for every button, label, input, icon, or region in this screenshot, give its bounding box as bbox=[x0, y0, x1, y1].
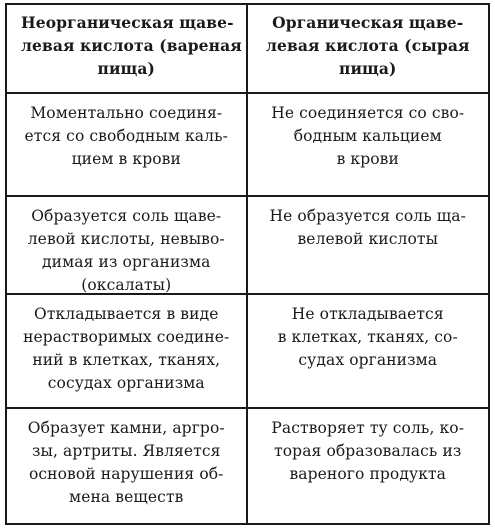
cell-line: торая образовалась из bbox=[274, 442, 462, 460]
cell-line: мена веществ bbox=[69, 488, 184, 506]
cell-line: Образуется соль щаве- bbox=[31, 207, 222, 225]
row-2-organic bbox=[248, 197, 489, 295]
header-organic-line: Органическая щаве- bbox=[272, 13, 464, 32]
cell-line: вареного продукта bbox=[289, 465, 447, 483]
cell-line: Не откладывается bbox=[291, 305, 444, 323]
cell-line: велевой кислоты bbox=[297, 230, 439, 248]
header-inorganic-line: Неорганическая щаве- bbox=[21, 13, 234, 32]
cell-line: зы, артриты. Является bbox=[31, 442, 221, 460]
cell-line: (оксалаты) bbox=[81, 276, 172, 294]
row-1-inorganic bbox=[7, 94, 248, 197]
cell-line: ний в клетках, тканях, bbox=[32, 351, 221, 369]
cell-line: судах организма bbox=[298, 351, 438, 369]
cell-line: бодным кальцием bbox=[293, 127, 442, 145]
comparison-table bbox=[5, 3, 490, 525]
cell-line: сосудах организма bbox=[47, 374, 205, 392]
header-inorganic-line: левая кислота (вареная bbox=[21, 36, 242, 55]
row-3-inorganic bbox=[7, 295, 248, 409]
row-3-organic bbox=[248, 295, 489, 409]
cell-line: основой нарушения об- bbox=[28, 465, 224, 483]
cell-line: димая из организма bbox=[42, 253, 211, 271]
row-4-inorganic bbox=[7, 409, 248, 523]
cell-line: в крови bbox=[336, 150, 399, 168]
cell-line: в клетках, тканях, со- bbox=[277, 328, 458, 346]
cell-line: Откладывается в виде bbox=[34, 305, 219, 323]
cell-line: левой кислоты, невыво- bbox=[27, 230, 225, 248]
row-1-organic bbox=[248, 94, 489, 197]
header-organic-line: пища) bbox=[339, 59, 397, 78]
cell-line: ется со свободным каль- bbox=[24, 127, 228, 145]
cell-line: Растворяет ту соль, ко- bbox=[271, 419, 465, 437]
row-4-organic bbox=[248, 409, 489, 523]
cell-line: Не соединяется со сво- bbox=[271, 104, 465, 122]
cell-line: Моментально соединя- bbox=[30, 104, 223, 122]
row-2-inorganic bbox=[7, 197, 248, 295]
cell-line: цием в крови bbox=[71, 150, 181, 168]
cell-line: нерастворимых соедине- bbox=[23, 328, 230, 346]
header-inorganic-line: пища) bbox=[97, 59, 155, 78]
header-organic-line: левая кислота (сырая bbox=[265, 36, 470, 55]
cell-line: Не образуется соль ща- bbox=[269, 207, 466, 225]
header-organic bbox=[248, 5, 489, 94]
header-inorganic bbox=[7, 5, 248, 94]
cell-line: Образует камни, аргро- bbox=[27, 419, 225, 437]
